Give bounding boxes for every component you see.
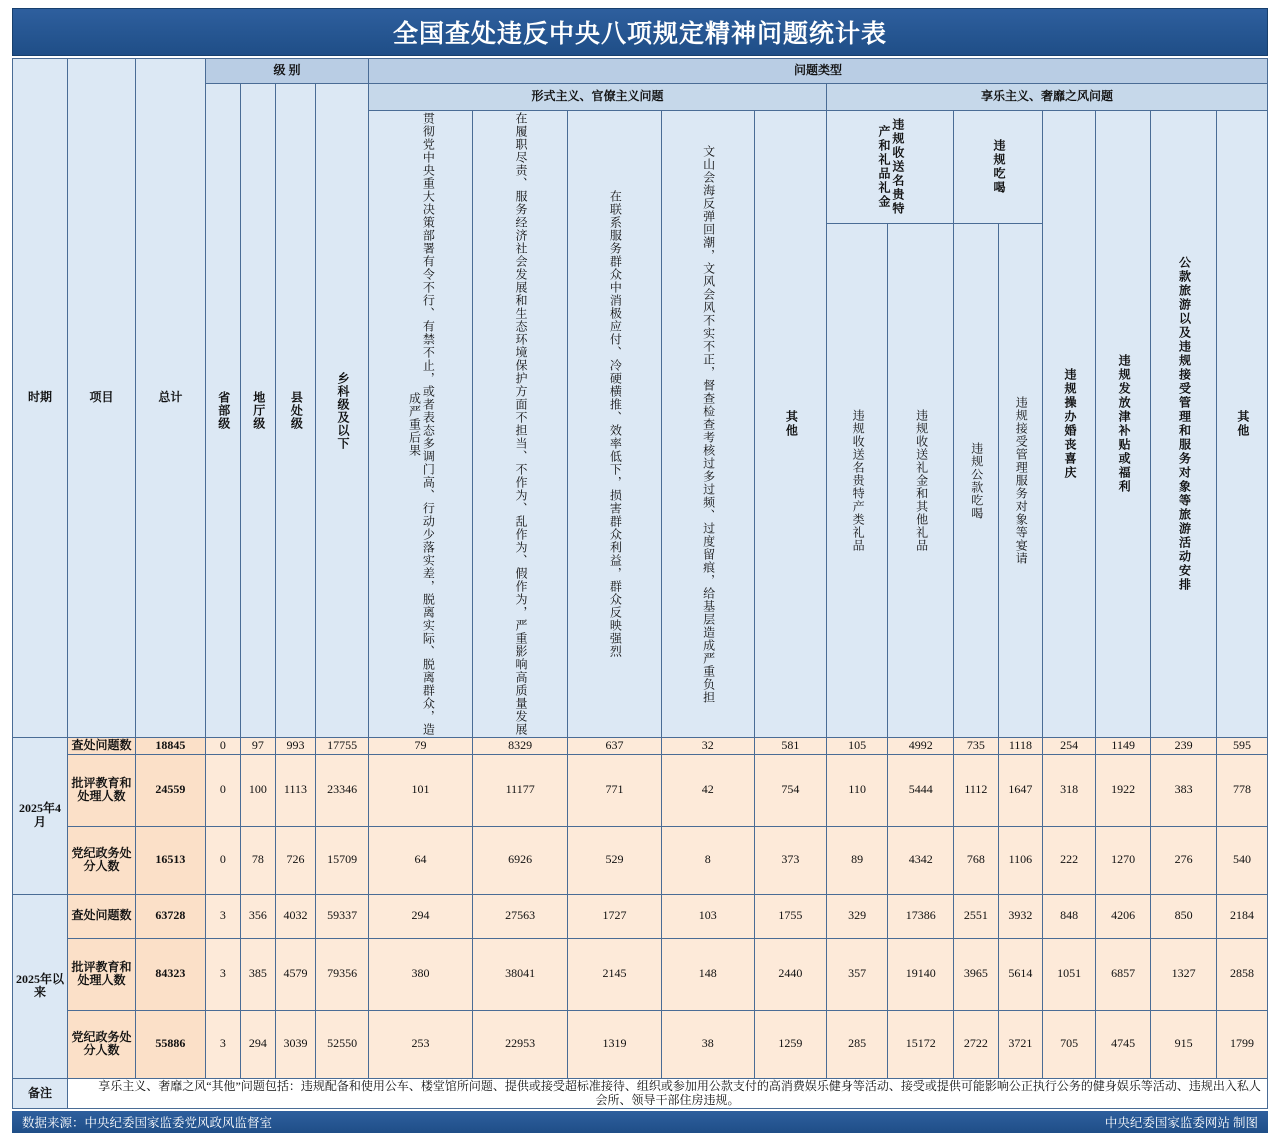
cell-level-0: 0 (205, 826, 240, 894)
cell-level-1: 294 (240, 1010, 275, 1078)
cell-hedonism-6: 915 (1151, 1010, 1217, 1078)
cell-formalism-2: 2145 (568, 938, 661, 1010)
th-hedonism-eat-sub-1: 违规公款吃喝 (954, 224, 999, 738)
table-row (13, 754, 1268, 826)
table-body (13, 738, 1268, 1109)
cell-formalism-3: 42 (661, 754, 754, 826)
cell-hedonism-5: 1149 (1096, 738, 1151, 755)
cell-formalism-3: 32 (661, 738, 754, 755)
cell-level-1: 78 (240, 826, 275, 894)
cell-hedonism-1: 5444 (888, 754, 954, 826)
page-title: 全国查处违反中央八项规定精神问题统计表 (392, 21, 887, 48)
cell-hedonism-1: 4342 (888, 826, 954, 894)
cell-hedonism-3: 1647 (998, 754, 1043, 826)
cell-hedonism-6: 383 (1151, 754, 1217, 826)
cell-level-1: 97 (240, 738, 275, 755)
cell-hedonism-3: 3932 (998, 894, 1043, 938)
cell-level-3: 59337 (316, 894, 369, 938)
table-row (13, 738, 1268, 755)
cell-hedonism-3: 5614 (998, 938, 1043, 1010)
note-row (13, 1078, 1268, 1109)
cell-formalism-0: 101 (369, 754, 473, 826)
cell-formalism-4: 2440 (754, 938, 826, 1010)
cell-level-3: 79356 (316, 938, 369, 1010)
cell-hedonism-4: 254 (1043, 738, 1096, 755)
cell-total: 84323 (135, 938, 205, 1010)
cell-formalism-2: 1727 (568, 894, 661, 938)
cell-hedonism-0: 110 (826, 754, 887, 826)
cell-hedonism-1: 15172 (888, 1010, 954, 1078)
th-level-xianchu (275, 84, 315, 738)
cell-hedonism-3: 3721 (998, 1010, 1043, 1078)
row-item-label: 查处问题数 (68, 894, 136, 938)
cell-formalism-3: 8 (661, 826, 754, 894)
cell-total: 18845 (135, 738, 205, 755)
cell-formalism-0: 253 (369, 1010, 473, 1078)
cell-formalism-4: 1259 (754, 1010, 826, 1078)
statistics-table (12, 58, 1268, 1109)
table-row (13, 894, 1268, 938)
cell-formalism-0: 64 (369, 826, 473, 894)
cell-level-1: 100 (240, 754, 275, 826)
cell-hedonism-7: 595 (1216, 738, 1267, 755)
th-formalism-col-other: 其他 (754, 111, 826, 738)
th-period: 时期 (13, 59, 68, 738)
cell-hedonism-0: 105 (826, 738, 887, 755)
cell-level-2: 4032 (275, 894, 315, 938)
cell-hedonism-6: 239 (1151, 738, 1217, 755)
cell-hedonism-6: 850 (1151, 894, 1217, 938)
cell-level-3: 15709 (316, 826, 369, 894)
cell-hedonism-5: 1270 (1096, 826, 1151, 894)
cell-hedonism-4: 848 (1043, 894, 1096, 938)
cell-hedonism-2: 768 (954, 826, 999, 894)
th-level-sheng (205, 84, 240, 738)
cell-formalism-2: 771 (568, 754, 661, 826)
th-level-sheng-label: 省部级 (216, 391, 231, 430)
table-row (13, 1010, 1268, 1078)
cell-formalism-4: 581 (754, 738, 826, 755)
footer-source: 数据来源：中央纪委国家监委党风政风监督室 (22, 1116, 273, 1131)
cell-hedonism-0: 357 (826, 938, 887, 1010)
cell-hedonism-0: 285 (826, 1010, 887, 1078)
cell-total: 24559 (135, 754, 205, 826)
th-hedonism-gift: 违规收送名贵特产和礼品礼金 (826, 111, 953, 224)
cell-hedonism-4: 222 (1043, 826, 1096, 894)
table-row (13, 938, 1268, 1010)
cell-level-0: 0 (205, 738, 240, 755)
cell-formalism-0: 79 (369, 738, 473, 755)
cell-level-2: 1113 (275, 754, 315, 826)
th-level-diting (240, 84, 275, 738)
cell-level-0: 3 (205, 894, 240, 938)
th-level-xiangke-label: 乡科级及以下 (335, 371, 350, 450)
cell-hedonism-7: 1799 (1216, 1010, 1267, 1078)
cell-hedonism-6: 276 (1151, 826, 1217, 894)
cell-hedonism-2: 2722 (954, 1010, 999, 1078)
cell-total: 55886 (135, 1010, 205, 1078)
th-total: 总计 (135, 59, 205, 738)
cell-formalism-4: 754 (754, 754, 826, 826)
cell-total: 16513 (135, 826, 205, 894)
cell-hedonism-2: 3965 (954, 938, 999, 1010)
cell-formalism-3: 38 (661, 1010, 754, 1078)
cell-level-2: 993 (275, 738, 315, 755)
cell-level-2: 726 (275, 826, 315, 894)
cell-level-1: 356 (240, 894, 275, 938)
th-formalism-col-3: 在联系服务群众中消极应付、冷硬横推、效率低下，损害群众利益，群众反映强烈 (568, 111, 661, 738)
cell-formalism-2: 529 (568, 826, 661, 894)
th-level-xianchu-label: 县处级 (289, 391, 304, 430)
cell-hedonism-7: 540 (1216, 826, 1267, 894)
cell-hedonism-2: 2551 (954, 894, 999, 938)
cell-level-1: 385 (240, 938, 275, 1010)
cell-hedonism-7: 2184 (1216, 894, 1267, 938)
cell-formalism-1: 11177 (472, 754, 567, 826)
cell-hedonism-4: 1051 (1043, 938, 1096, 1010)
cell-hedonism-2: 1112 (954, 754, 999, 826)
th-hedonism-other: 其他 (1216, 111, 1267, 738)
table-row (13, 826, 1268, 894)
th-formalism-col-1: 贯彻党中央重大决策部署有令不行、有禁不止，或者表态多调门高、行动少落实差，脱离实际、脱离群众，造成严重后果 (369, 111, 473, 738)
th-level-group: 级 别 (205, 59, 368, 84)
cell-hedonism-3: 1118 (998, 738, 1043, 755)
row-item-label: 党纪政务处分人数 (68, 826, 136, 894)
cell-hedonism-1: 4992 (888, 738, 954, 755)
cell-formalism-0: 380 (369, 938, 473, 1010)
cell-hedonism-2: 735 (954, 738, 999, 755)
cell-formalism-4: 1755 (754, 894, 826, 938)
th-item: 项目 (68, 59, 136, 738)
row-period-0: 2025年4月 (13, 738, 68, 895)
th-level-xiangke (316, 84, 369, 738)
row-period-1: 2025年以来 (13, 894, 68, 1078)
th-problem-type-group: 问题类型 (369, 59, 1268, 84)
th-formalism-col-2: 在履职尽责、服务经济社会发展和生态环境保护方面不担当、不作为、乱作为、假作为，严重影响高质量发展 (472, 111, 567, 738)
cell-hedonism-5: 1922 (1096, 754, 1151, 826)
row-item-label: 查处问题数 (68, 738, 136, 755)
cell-formalism-3: 148 (661, 938, 754, 1010)
header-row-group (13, 59, 1268, 84)
cell-formalism-4: 373 (754, 826, 826, 894)
cell-hedonism-5: 6857 (1096, 938, 1151, 1010)
th-level-diting-label: 地厅级 (251, 391, 266, 430)
th-hedonism-gift-sub-2: 违规收送礼金和其他礼品 (888, 224, 954, 738)
cell-formalism-1: 8329 (472, 738, 567, 755)
th-formalism-col-4: 文山会海反弹回潮，文风会风不实不正，督查检查考核过多过频、过度留痕，给基层造成严重负担 (661, 111, 754, 738)
cell-hedonism-4: 318 (1043, 754, 1096, 826)
cell-formalism-3: 103 (661, 894, 754, 938)
th-hedonism-gift-sub-1: 违规收送名贵特产类礼品 (826, 224, 887, 738)
cell-hedonism-0: 89 (826, 826, 887, 894)
cell-hedonism-5: 4745 (1096, 1010, 1151, 1078)
note-label: 备注 (13, 1078, 68, 1109)
cell-hedonism-6: 1327 (1151, 938, 1217, 1010)
th-hedonism-eat-sub-2: 违规接受管理服务对象等宴请 (998, 224, 1043, 738)
footer-bar (12, 1111, 1268, 1133)
th-hedonism-group: 享乐主义、奢靡之风问题 (826, 84, 1267, 111)
cell-formalism-1: 22953 (472, 1010, 567, 1078)
cell-level-0: 3 (205, 1010, 240, 1078)
cell-hedonism-5: 4206 (1096, 894, 1151, 938)
cell-hedonism-7: 778 (1216, 754, 1267, 826)
note-text: 享乐主义、奢靡之风“其他”问题包括：违规配备和使用公车、楼堂馆所问题、提供或接受超标准接待、组织或参加用公款支付的高消费娱乐健身等活动、接受或提供可能影响公正执行公务的健身娱乐等活动、违规出入私人会所、领导干部住房违规。 (68, 1078, 1268, 1109)
cell-level-3: 52550 (316, 1010, 369, 1078)
cell-formalism-2: 1319 (568, 1010, 661, 1078)
cell-level-2: 4579 (275, 938, 315, 1010)
cell-formalism-1: 38041 (472, 938, 567, 1010)
cell-formalism-1: 27563 (472, 894, 567, 938)
cell-hedonism-4: 705 (1043, 1010, 1096, 1078)
row-item-label: 批评教育和处理人数 (68, 938, 136, 1010)
row-item-label: 党纪政务处分人数 (68, 1010, 136, 1078)
th-hedonism-allowance: 违规发放津补贴或福利 (1096, 111, 1151, 738)
th-formalism-group: 形式主义、官僚主义问题 (369, 84, 827, 111)
cell-hedonism-1: 17386 (888, 894, 954, 938)
cell-level-0: 0 (205, 754, 240, 826)
cell-formalism-1: 6926 (472, 826, 567, 894)
title-bar (12, 8, 1268, 56)
cell-level-0: 3 (205, 938, 240, 1010)
th-hedonism-travel: 公款旅游以及违规接受管理和服务对象等旅游活动安排 (1151, 111, 1217, 738)
cell-level-3: 23346 (316, 754, 369, 826)
cell-hedonism-0: 329 (826, 894, 887, 938)
cell-total: 63728 (135, 894, 205, 938)
cell-level-3: 17755 (316, 738, 369, 755)
th-hedonism-wedding: 违规操办婚丧喜庆 (1043, 111, 1096, 738)
cell-hedonism-7: 2858 (1216, 938, 1267, 1010)
cell-formalism-2: 637 (568, 738, 661, 755)
th-hedonism-eat: 违规吃喝 (954, 111, 1043, 224)
cell-level-2: 3039 (275, 1010, 315, 1078)
cell-hedonism-3: 1106 (998, 826, 1043, 894)
cell-formalism-0: 294 (369, 894, 473, 938)
cell-hedonism-1: 19140 (888, 938, 954, 1010)
row-item-label: 批评教育和处理人数 (68, 754, 136, 826)
footer-credit: 中央纪委国家监委网站 制图 (1104, 1116, 1258, 1131)
